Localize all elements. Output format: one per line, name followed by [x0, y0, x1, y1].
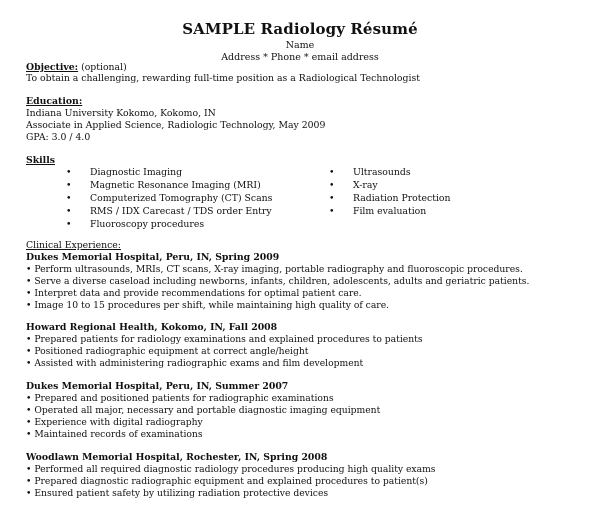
bullet-icon: •	[26, 405, 35, 416]
skill-item: • RMS / IDX Carecast / TDS order Entry	[66, 206, 272, 217]
education-heading: Education:	[26, 96, 83, 107]
education-line: Indiana University Kokomo, Kokomo, IN	[26, 108, 216, 119]
skill-item: • Fluoroscopy procedures	[66, 219, 205, 230]
bullet-icon: •	[26, 488, 35, 499]
bullet-icon: •	[26, 429, 35, 440]
bullet-icon: •	[66, 219, 72, 230]
job-bullet: • Operated all major, necessary and portable diagnostic imaging equipment	[26, 405, 381, 416]
bullet-icon: •	[26, 334, 35, 345]
skill-item: • X-ray	[329, 180, 378, 191]
bullet-icon: •	[329, 167, 335, 178]
bullet-icon: •	[329, 206, 335, 217]
skill-item: • Radiation Protection	[329, 193, 451, 204]
bullet-icon: •	[26, 358, 35, 369]
education-heading-line	[26, 96, 82, 108]
skill-item: • Film evaluation	[329, 206, 427, 217]
bullet-icon: •	[26, 464, 35, 475]
job-bullet: • Perform ultrasounds, MRIs, CT scans, X-ray imaging, portable radiography and fluoroscopic procedures.	[26, 264, 523, 275]
skill-item: • Computerized Tomography (CT) Scans	[66, 193, 273, 204]
clinical-heading-line	[26, 240, 121, 252]
education-line: GPA: 3.0 / 4.0	[26, 132, 91, 143]
resume-title: SAMPLE Radiology Résumé	[182, 20, 418, 38]
skill-item: • Diagnostic Imaging	[66, 167, 183, 178]
job-title: Woodlawn Memorial Hospital, Rochester, IN, Spring 2008	[26, 452, 328, 463]
bullet-icon: •	[66, 193, 72, 204]
job-bullet: • Prepared diagnostic radiographic equipment and explained procedures to patient(s)	[26, 476, 428, 487]
bullet-icon: •	[26, 264, 35, 275]
bullet-icon: •	[66, 167, 72, 178]
job-bullet: • Experience with digital radiography	[26, 417, 203, 428]
bullet-icon: •	[66, 206, 72, 217]
objective-text: To obtain a challenging, rewarding full-time position as a Radiological Technologist	[26, 73, 420, 84]
objective-heading: Objective:	[26, 62, 79, 73]
job-bullet: • Serve a diverse caseload including newborns, infants, children, adolescents, adults and geriatric patients.	[26, 276, 530, 287]
bullet-icon: •	[26, 393, 35, 404]
skill-item: • Ultrasounds	[329, 167, 411, 178]
skill-item: • Magnetic Resonance Imaging (MRI)	[66, 180, 261, 191]
bullet-icon: •	[26, 346, 35, 357]
job-bullet: • Ensured patient safety by utilizing radiation protective devices	[26, 488, 329, 499]
job-bullet: • Performed all required diagnostic radiology procedures producing high quality exams	[26, 464, 436, 475]
education-line: Associate in Applied Science, Radiologic Technology, May 2009	[26, 120, 326, 131]
skills-heading-line	[26, 155, 55, 167]
skills-heading: Skills	[26, 155, 55, 166]
job-bullet: • Interpret data and provide recommendations for optimal patient care.	[26, 288, 362, 299]
bullet-icon: •	[26, 276, 35, 287]
bullet-icon: •	[329, 180, 335, 191]
job-bullet: • Maintained records of examinations	[26, 429, 203, 440]
bullet-icon: •	[329, 193, 335, 204]
bullet-icon: •	[26, 476, 35, 487]
job-bullet: • Positioned radiographic equipment at correct angle/height	[26, 346, 309, 357]
job-bullet: • Image 10 to 15 procedures per shift, while maintaining high quality of care.	[26, 300, 390, 311]
objective-note: (optional)	[78, 62, 127, 73]
job-bullet: • Prepared and positioned patients for radiographic examinations	[26, 393, 334, 404]
job-title: Dukes Memorial Hospital, Peru, IN, Spring 2009	[26, 252, 280, 263]
clinical-heading: Clinical Experience:	[26, 240, 121, 251]
job-bullet: • Prepared patients for radiology examinations and explained procedures to patients	[26, 334, 423, 345]
bullet-icon: •	[26, 288, 35, 299]
job-title: Dukes Memorial Hospital, Peru, IN, Summer 2007	[26, 381, 289, 392]
contact-info: Address * Phone * email address	[221, 52, 379, 63]
applicant-name: Name	[285, 40, 315, 51]
job-title: Howard Regional Health, Kokomo, IN, Fall 2008	[26, 322, 278, 333]
bullet-icon: •	[26, 300, 35, 311]
bullet-icon: •	[66, 180, 72, 191]
bullet-icon: •	[26, 417, 35, 428]
job-bullet: • Assisted with administering radiographic exams and film development	[26, 358, 364, 369]
